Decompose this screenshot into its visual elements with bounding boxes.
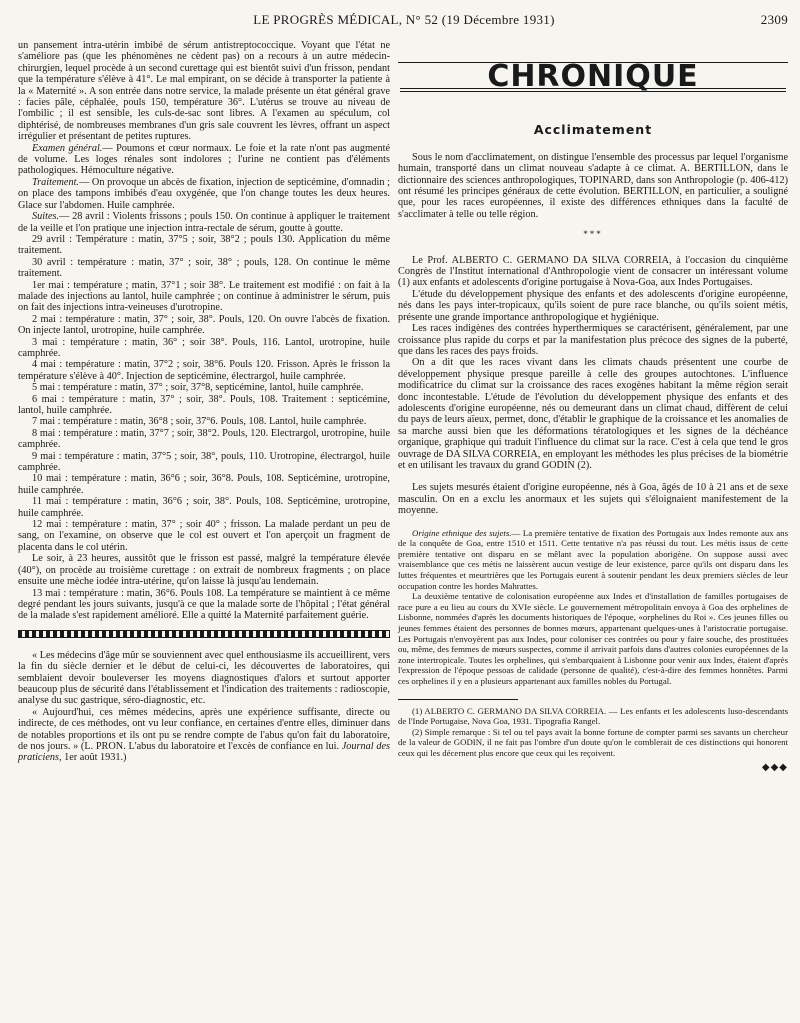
footnote-1: (1) ALBERTO C. GERMANO DA SILVA CORREIA. — Les enfants et les adolescents luso-descendants de l'Inde Portugaise, Nova Goa, 1931. Tipografia Rangel.	[398, 705, 788, 727]
end-ornament: ◆◆◆	[761, 762, 788, 774]
daily-entry: 9 mai : température : matin, 37°5 ; soir, 38°, pouls, 110. Urotropine, électrargol, huile camphrée.	[18, 450, 390, 474]
small-paragraph: La deuxième tentative de colonisation européenne aux Indes et d'installation de familles portugaises de race pure a eu lieu au cours du XVIe siècle. Le gouvernement métropolitain envoya à Goa des orphelines de Lisbonne, nommées d'après les documents historiques de l'époque, «orphelines du Roi ». Ces jeunes filles ou jeunes femmes étaient des personnes de bonnes mœurs, appartenant quelques-unes à l'aristocratie portugaise. Les Portugais n'envoyèrent pas aux Indes, pour coloniser ces contrées ou pour y faire souche, des prostituées ou, même, des femmes de mœurs suspectes, comme il arrivait parfois dans d'autres colonies européennes de la zone intertropicale. Toutes les orphelines, qui s'embarquaient à Lisbonne pour venir aux Indes, étaient d'après l'expression de l'époque pessoas de calidade (personne de qualité), c'est-à-dire des femmes honnêtes. Parmi ces orphelines il y en a plusieurs appartenant aux familles nobles du Portugal.	[398, 591, 788, 686]
origin-text: — La première tentative de fixation des Portugais aux Indes remonte aux ans de la conquête de Goa, entre 1510 et 1511. Cette tentative n'a pas réussi du tout. Les métis issus de cette première tentative ont disparu en se mêlant avec la population aborigène. On suppose aussi avec vraisemblance que ces métis ne laissèrent aucun vestige de leur existence, parce qu'ils ont disparu dans les luttes fréquentes et meurtrières que les Portugais eurent à soutenir pendant les deux premiers siècles de leur occupation contre les hordes Mahrattes.	[398, 527, 789, 591]
body-paragraph: On a dit que les races vivant dans les climats chauds présentent une courbe de développement physique presque pareille à celle des groupes autochtones. L'influence modificatrice du climat sur la croissance des races exogènes habitant la même région serait donc incontestable. L'étude de l'évolution du développement physique des enfants et des adolescents d'origine européenne, nés ou demeurant dans un climat chaud, diffèrent de celui du pays de leurs aïeux, permet, donc, d'établir le graphique de la croissance et les anomalies de sa marche aussi bien que les déformations tératologiques et les signes de la déchéance organique, graphique qui traduit l'influence du climat sur la race. C'est à cela que tend le gros ouvrage de DA SILVA CORREIA, en employant les méthodes les plus précises de la biométrie et en utilisant les travaux du grand GODIN (2).	[398, 357, 788, 471]
section-title: CHRONIQUE	[398, 62, 788, 88]
daily-entry: 30 avril : température : matin, 37° ; soir, 38° ; pouls, 128. On continue le même traitement.	[18, 256, 390, 280]
page-number: 2309	[760, 12, 788, 27]
treatment-heading: Traitement.	[32, 176, 79, 188]
body-paragraph: Les races indigènes des contrées hyperthermiques se caractérisent, généralement, par une croissance plus rapide du corps et par la manifestation plus précoce des signes de la puberté, que dans les races des pays froids.	[398, 323, 788, 357]
quote-text: « Aujourd'hui, ces mêmes médecins, après une expérience suffisante, directe ou indirecte, de ces méthodes, ont vu leur confiance, en certaines d'entre elles, diminuer dans de notables proportions et ils ont pu se rendre compte de l'abus qu'on fait du laboratoire, de nos jours. » (L. PRON. L'abus du laboratoire et l'excès de confiance en lui.	[18, 706, 390, 752]
origin-heading: Origine ethnique des sujets.	[412, 527, 512, 538]
footnote-rule	[398, 699, 518, 700]
treatment-text: — On provoque un abcès de fixation, injection de septicémine, d'omnadin ; on place des tampons imbibés d'eau oxygénée, que l'on change toutes les deux heures. Glace sur l'abdomen. Huile camphrée.	[18, 176, 390, 211]
article-title: Acclimatement	[533, 122, 653, 138]
suites-text: — 28 avril : Violents frissons ; pouls 150. On continue à appliquer le traitement de la veille et l'on pratique une injection intra-rectale de sérum, goutte à goutte.	[18, 211, 390, 234]
daily-entry: 10 mai : température : matin, 36°6 ; soir, 36°8. Pouls, 108. Septicémine, urotropine, huile camphrée.	[18, 473, 390, 496]
suites-heading: Suites.	[32, 211, 60, 223]
exam-text: — Poumons et cœur normaux. Le foie et la rate n'ont pas augmenté de volume. Les loges rénales sont indolores ; l'urine ne contient pas d'éléments pathologiques. Hémoculture négative.	[18, 142, 390, 177]
body-paragraph: L'étude du développement physique des enfants et des adolescents d'origine européenne, nés dans les pays inter-tropicaux, qu'ils soient de pure race blanche, ou qu'ils soient métis, présente une grande importance anthropologique et hygiénique.	[398, 288, 788, 323]
treatment-paragraph	[18, 177, 390, 211]
daily-entry: 29 avril : Température : matin, 37°5 ; soir, 38°2 ; pouls 130. Application du même traitement.	[18, 233, 390, 257]
exam-heading: Examen général.	[32, 142, 103, 154]
daily-entry: 3 mai : température : matin, 36° ; soir 38°. Pouls, 116. Lantol, urotropine, huile camphrée.	[18, 336, 390, 359]
footnote-2: (2) Simple remarque : Si tel ou tel pays avait la bonne fortune de compter parmi ses savants un chercheur de la valeur de GODIN, il ne fait pas l'ombre d'un doute qu'on le comblerait de ces distinctions qui honorent ceux qui les décernent plus encore que ceux qui les reçoivent.	[398, 726, 788, 758]
left-column	[18, 40, 390, 764]
outcome-paragraph: 13 mai : température : matin, 36°6. Pouls 108. La température se maintient à ce même degré pendant les jours suivants, jusqu'à ce que la malade sorte de l'hôpital ; l'état général de la malade s'est rapidement amélioré. Elle a quitté la Maternité parfaitement guérie.	[18, 587, 390, 622]
right-column	[398, 40, 788, 774]
daily-entry: 2 mai : température : matin, 37° ; soir, 38°. Pouls, 120. On ouvre l'abcès de fixation. On injecte lantol, urotropine, huile camphrée.	[18, 313, 390, 337]
daily-entry: 4 mai : température : matin, 37°2 ; soir, 38°6. Pouls 120. Frisson. Après le frisson la température s'élève à 40°. Injection de septicémine, électrargol, huile camphrée.	[18, 359, 390, 382]
daily-entry: 7 mai : température : matin, 36°8 ; soir, 37°6. Pouls, 108. Lantol, huile camphrée.	[32, 416, 367, 428]
spacer	[398, 471, 788, 482]
quote-journal: Journal des praticiens,	[18, 740, 391, 764]
daily-entry: 12 mai : température : matin, 37° ; soir 40° ; frisson. La malade perdant un peu de sang, on l'examine, on observe que le col est ouvert et l'on aperçoit un fragment de placenta dans le col utérin.	[18, 519, 390, 553]
daily-entry: 11 mai : température : matin, 36°6 ; soir, 38°. Pouls, 108. Septicémine, urotropine, huile camphrée.	[18, 496, 390, 519]
body-paragraph: Le Prof. ALBERTO C. GERMANO DA SILVA CORREIA, à l'occasion du cinquième Congrès de l'Institut international d'Anthropologie vient de consacrer un intéressant volume (1) aux enfants et adolescents d'origine portugaise à Nova-Goa, aux Indes Portugaises.	[398, 254, 788, 289]
curettage-paragraph: Le soir, à 23 heures, aussitôt que le frisson est passé, malgré la température élevée (40°), on procède au troisième curettage : on extrait de nombreux fragments ; on place ensuite une mèche iodée intra-utérine, qu'on laisse là jusqu'au lendemain.	[18, 553, 390, 588]
spacer	[398, 517, 788, 528]
quote-paragraph: « Les médecins d'âge mûr se souviennent avec quel enthousiasme ils accueillirent, vers la fin du siècle dernier et le début de celui-ci, les découvertes de laboratoires, qui semblaient devoir bouleverser les moyens diagnostiques d'alors et surtout apporter beaucoup plus de sécurité dans l'établissement et l'indication des traitements : radioscopie, analyse du suc gastrique, séro-diagnostic, etc.	[18, 649, 390, 707]
suites-paragraph	[18, 211, 390, 234]
case-paragraph: un pansement intra-utérin imbibé de sérum antistreptococcique. Voyant que l'état ne s'améliore pas (que les phénomènes ne cèdent pas) on a recours à un autre médecin-chirurgien, lequel procède à un second curettage qui est bientôt suivi d'un frisson, pendant que la température s'élève à 41°. Le mal empirant, on se décide à transporter la patiente à la « Maternité ». A son entrée dans notre service, la malade présente un état général grave : facies pâle, céphalée, pouls 150, température 36°. L'utérus se trouve au niveau de l'ombilic ; il est sensible, les culs-de-sac sont libres. A l'examen au spéculum, col diphtérisé, de nombreuses membranes d'un gris sale couvrent les lèvres, offrant un aspect irrégulier et présentant de petites ruptures.	[18, 40, 390, 143]
intro-paragraph: Sous le nom d'acclimatement, on distingue l'ensemble des processus par lequel l'organisme humain, transporté dans un climat nouveau s'adapte à ce climat. A. BERTILLON, dans le dictionnaire des sciences anthropologiques, TOPINARD, dans son Anthropologie (p. 406-412) ont résumé les principes généraux de cette évolution. BERTILLON, en particulier, a souligné que, pour les races européennes, il existe des différences ethniques dans la faculté de s'acclimater à telle ou telle région.	[398, 151, 788, 220]
asterism: ***	[583, 229, 603, 240]
decorative-divider	[18, 630, 390, 638]
quote-paragraph	[18, 707, 390, 764]
quote-date: 1er août 1931.)	[64, 752, 127, 764]
journal-title: LE PROGRÈS MÉDICAL, N° 52 (19 Décembre 1931)	[253, 12, 555, 27]
daily-entry: 5 mai : température : matin, 37° ; soir, 37°8, septicémine, lantol, huile camphrée.	[32, 382, 364, 394]
daily-entry: 8 mai : température : matin, 37°7 ; soir, 38°2. Pouls, 120. Electrargol, urotropine, huile camphrée.	[18, 427, 390, 451]
daily-entry: 1er mai : température ; matin, 37°1 ; soir 38°. Le traitement est modifié : on fait à la malade des injections au lantol, huile camphrée ; on continue à administrer le sérum, puis on fait des injections intra-veineuses d'urotropine.	[18, 279, 390, 314]
daily-entry: 6 mai : température : matin, 37° ; soir, 38°. Pouls, 108. Traitement : septicémine, lantol, huile camphrée.	[18, 393, 390, 416]
small-paragraph	[398, 528, 788, 592]
body-paragraph: Les sujets mesurés étaient d'origine européenne, nés à Goa, âgés de 10 à 21 ans et de sexe masculin. On en a exclu les anormaux et les sujets qui s'éloignaient manifestement de la moyenne.	[398, 482, 788, 517]
exam-paragraph	[18, 143, 390, 177]
